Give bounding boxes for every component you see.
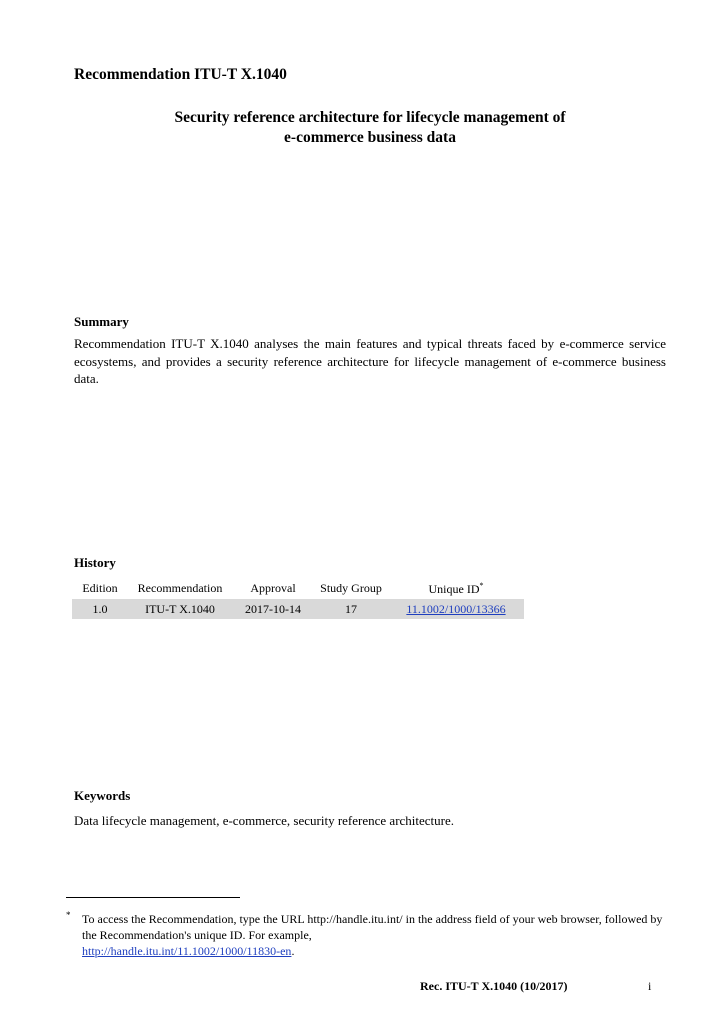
column-header-approval: Approval	[250, 581, 296, 595]
unique-id-footnote-marker: *	[479, 580, 484, 590]
document-title-line-2: e-commerce business data	[284, 129, 456, 146]
footnote-example-link[interactable]: http://handle.itu.int/11.1002/1000/11830-en	[82, 944, 292, 958]
column-header-unique-id	[388, 578, 524, 599]
footnote-body	[82, 911, 666, 959]
column-header-edition: Edition	[82, 581, 118, 595]
history-heading: History	[74, 555, 116, 570]
recommendation-heading: Recommendation ITU-T X.1040	[74, 66, 287, 83]
table-row	[72, 599, 524, 619]
cell-approval: 2017-10-14	[232, 599, 314, 619]
footnote	[66, 911, 666, 959]
column-header-study-group: Study Group	[320, 581, 382, 595]
page-number: i	[648, 979, 652, 993]
unique-id-link[interactable]: 11.1002/1000/13366	[406, 601, 506, 616]
cell-unique-id	[388, 599, 524, 619]
cell-recommendation: ITU-T X.1040	[128, 599, 232, 619]
summary-text: Recommendation ITU-T X.1040 analyses the main features and typical threats faced by e-commerce service ecosystems, and provides a security reference architecture for lifecycle management of e-commerce business data.	[74, 336, 666, 386]
footnote-separator	[66, 897, 240, 898]
keywords-text: Data lifecycle management, e-commerce, security reference architecture.	[74, 813, 455, 828]
footnote-trailing-period: .	[291, 944, 295, 958]
footer-reference: Rec. ITU-T X.1040 (10/2017)	[420, 979, 568, 993]
unique-id-label: Unique ID	[428, 581, 480, 596]
footnote-marker: *	[66, 910, 71, 920]
column-header-recommendation: Recommendation	[137, 581, 223, 595]
history-table	[72, 578, 524, 619]
document-title	[60, 108, 680, 148]
cell-edition: 1.0	[72, 599, 128, 619]
cell-study-group: 17	[314, 599, 388, 619]
history-table-header-row	[72, 578, 524, 599]
keywords-heading: Keywords	[74, 788, 131, 803]
footnote-text: To access the Recommendation, type the URL http://handle.itu.int/ in the address field of your web browser, followed by the Recommendation's unique ID. For example,	[82, 912, 663, 942]
document-title-line-1: Security reference architecture for lifecycle management of	[174, 109, 566, 126]
summary-heading: Summary	[74, 314, 129, 329]
